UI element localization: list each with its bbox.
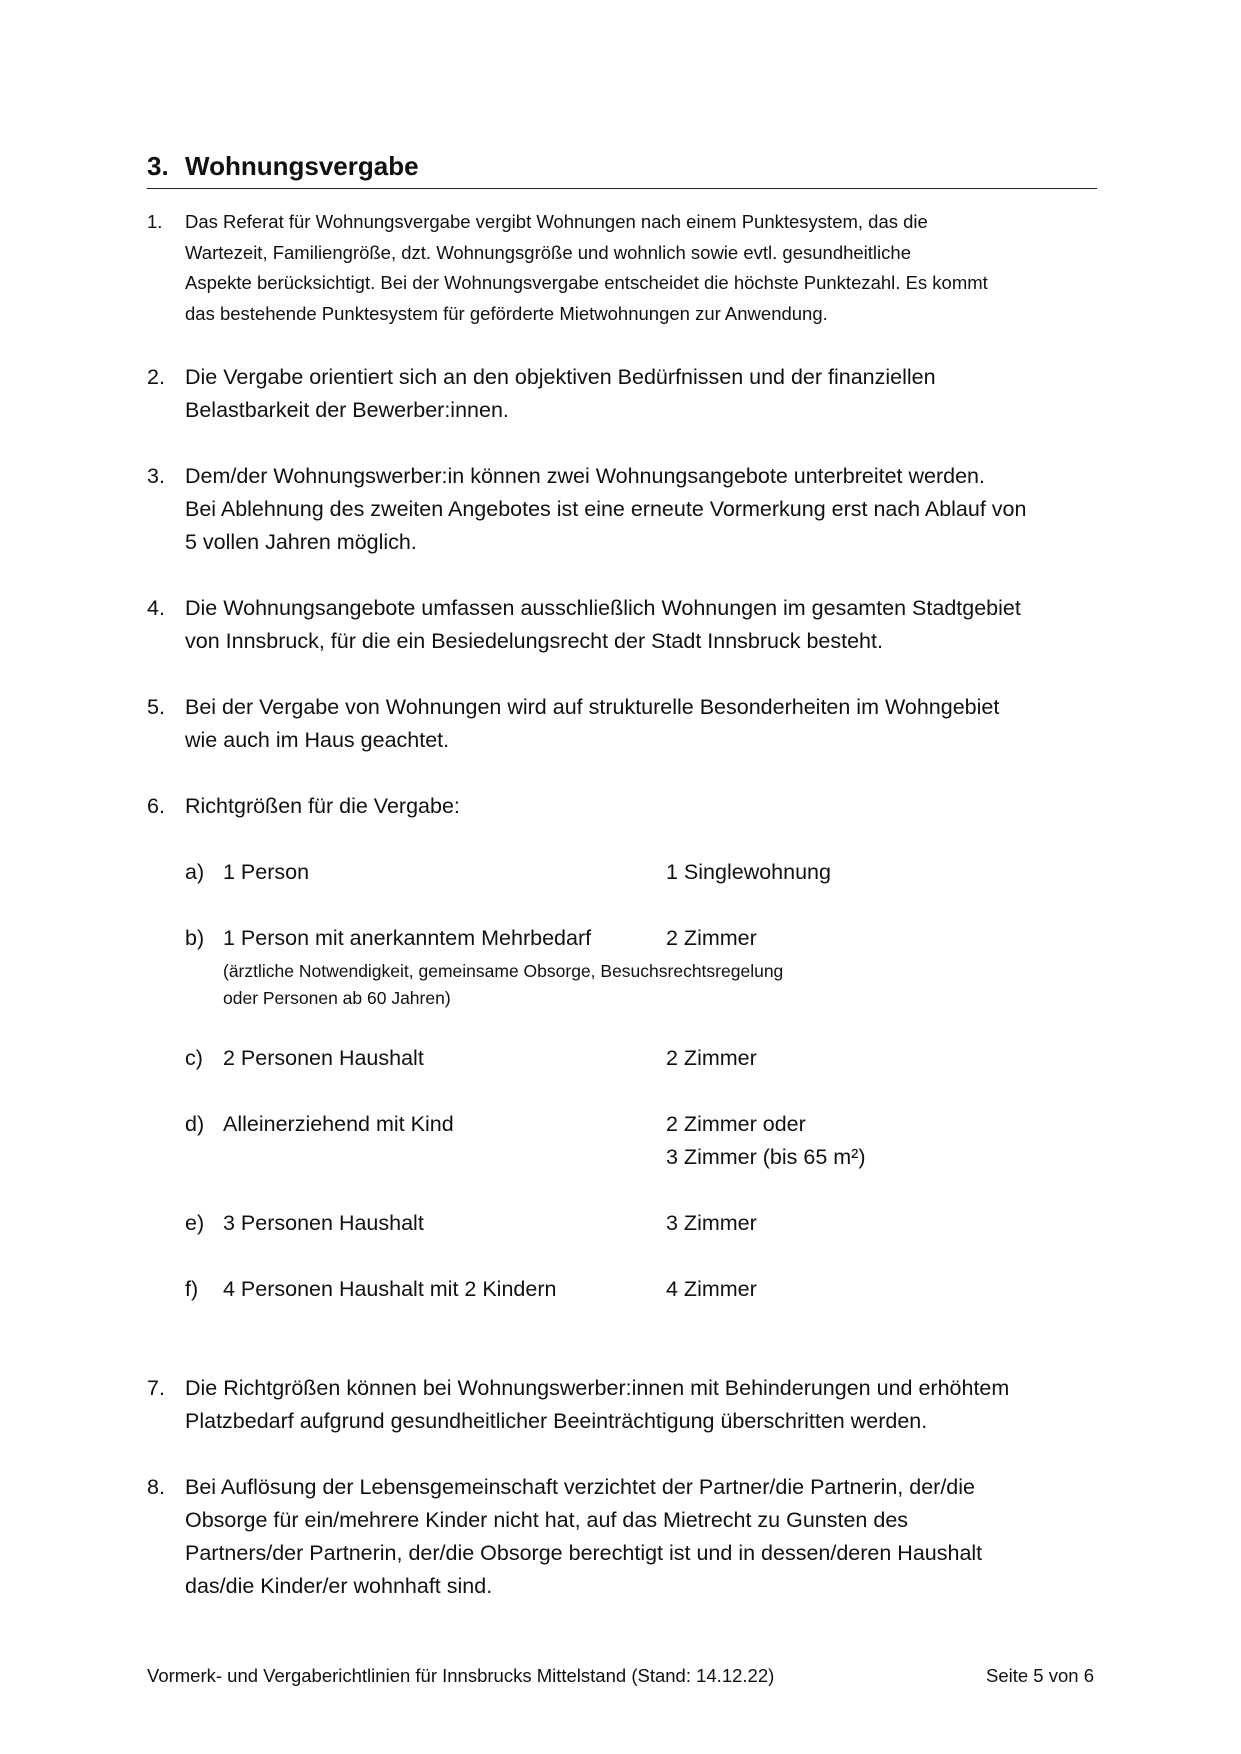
text-line: Bei der Vergabe von Wohnungen wird auf strukturelle Besonderheiten im Wohngebiet <box>185 695 1000 719</box>
list-item-number: 7. <box>147 1376 165 1400</box>
text-line: 5 vollen Jahren möglich. <box>185 530 417 554</box>
note-line: oder Personen ab 60 Jahren) <box>223 988 451 1008</box>
heading-underline <box>147 188 1097 189</box>
list-item-text <box>185 1471 1097 1603</box>
list-item-number: 3. <box>147 464 165 488</box>
text-line: Bei Ablehnung des zweiten Angebotes ist eine erneute Vormerkung erst nach Ablauf von <box>185 497 1027 521</box>
apartment-option: 2 Zimmer oder <box>666 1112 806 1136</box>
list-item-text <box>185 592 1097 658</box>
size-row-apartment: 3 Zimmer <box>666 1211 757 1235</box>
size-row-note <box>223 958 783 1012</box>
size-row-household: Alleinerziehend mit Kind <box>223 1112 454 1136</box>
list-item-text <box>185 790 1097 823</box>
text-line: Die Vergabe orientiert sich an den objektiven Bedürfnissen und der finanziellen <box>185 365 936 389</box>
note-line: (ärztliche Notwendigkeit, gemeinsame Obsorge, Besuchsrechtsregelung <box>223 961 784 981</box>
footer-document-title: Vormerk- und Vergaberichtlinien für Innsbrucks Mittelstand (Stand: 14.12.22) <box>147 1665 775 1686</box>
apartment-option: 3 Zimmer (bis 65 m²) <box>666 1145 866 1169</box>
text-line: Dem/der Wohnungswerber:in können zwei Wohnungsangebote unterbreitet werden. <box>185 464 985 488</box>
size-row-letter: e) <box>185 1211 205 1235</box>
text-line: Die Wohnungsangebote umfassen ausschließlich Wohnungen im gesamten Stadtgebiet <box>185 596 1021 620</box>
list-item-number: 6. <box>147 794 165 818</box>
list-item-number: 5. <box>147 695 165 719</box>
size-row-household: 4 Personen Haushalt mit 2 Kindern <box>223 1277 557 1301</box>
text-line: Richtgrößen für die Vergabe: <box>185 794 460 818</box>
list-item-number: 1. <box>147 211 163 232</box>
list-item-number: 4. <box>147 596 165 620</box>
section-title: Wohnungsvergabe <box>185 151 419 181</box>
text-line: das/die Kinder/er wohnhaft sind. <box>185 1574 493 1598</box>
size-row-apartment: 2 Zimmer <box>666 926 757 950</box>
text-line: Das Referat für Wohnungsvergabe vergibt Wohnungen nach einem Punktesystem, das die <box>185 211 928 232</box>
size-row-household: 3 Personen Haushalt <box>223 1211 424 1235</box>
size-row-letter: a) <box>185 860 205 884</box>
text-line: Belastbarkeit der Bewerber:innen. <box>185 398 509 422</box>
size-row-apartment: 1 Singlewohnung <box>666 860 831 884</box>
text-line: Wartezeit, Familiengröße, dzt. Wohnungsgröße und wohnlich sowie evtl. gesundheitliche <box>185 241 911 263</box>
text-line: Partners/der Partnerin, der/die Obsorge berechtigt ist und in dessen/deren Haushalt <box>185 1541 983 1565</box>
list-item-text <box>185 1372 1097 1438</box>
size-row-household: 2 Personen Haushalt <box>223 1046 424 1070</box>
footer-page-number: Seite 5 von 6 <box>986 1665 1094 1686</box>
size-row-letter: d) <box>185 1112 205 1136</box>
size-row-apartment: 2 Zimmer <box>666 1046 757 1070</box>
text-line: von Innsbruck, für die ein Besiedelungsrecht der Stadt Innsbruck besteht. <box>185 629 883 653</box>
text-line: Obsorge für ein/mehrere Kinder nicht hat, auf das Mietrecht zu Gunsten des <box>185 1508 909 1532</box>
size-row-apartment <box>666 1108 865 1174</box>
size-row-letter: f) <box>185 1277 199 1301</box>
list-item-text <box>185 691 1097 757</box>
list-item-text <box>185 361 1097 427</box>
size-row-apartment: 4 Zimmer <box>666 1277 757 1301</box>
size-row-household: 1 Person mit anerkanntem Mehrbedarf <box>223 926 592 950</box>
text-line: Die Richtgrößen können bei Wohnungswerber:innen mit Behinderungen und erhöhtem <box>185 1376 1010 1400</box>
list-item-text <box>185 207 1097 329</box>
text-line: Aspekte berücksichtigt. Bei der Wohnungsvergabe entscheidet die höchste Punktezahl. Es kommt <box>185 272 988 293</box>
list-item-text <box>185 460 1097 559</box>
list-item-number: 2. <box>147 365 165 389</box>
section-heading <box>147 150 419 182</box>
text-line: wie auch im Haus geachtet. <box>185 728 450 752</box>
size-row-household: 1 Person <box>223 860 310 884</box>
text-line: das bestehende Punktesystem für geförderte Mietwohnungen zur Anwendung. <box>185 302 828 324</box>
text-line: Bei Auflösung der Lebensgemeinschaft verzichtet der Partner/die Partnerin, der/die <box>185 1475 975 1499</box>
size-row-letter: c) <box>185 1046 203 1070</box>
list-item-number: 8. <box>147 1475 165 1499</box>
size-row-letter: b) <box>185 926 205 950</box>
text-line: Platzbedarf aufgrund gesundheitlicher Beeinträchtigung überschritten werden. <box>185 1409 928 1433</box>
section-number: 3. <box>147 151 169 181</box>
